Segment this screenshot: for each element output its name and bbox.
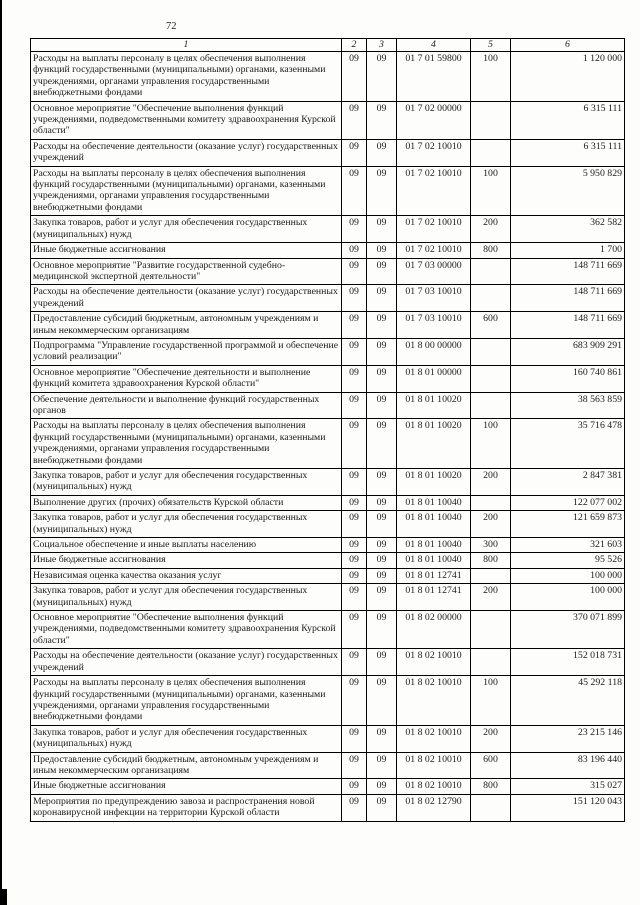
subsection-code: 09 <box>367 166 397 216</box>
target-article-code: 01 7 02 10010 <box>397 139 471 166</box>
subsection-code: 09 <box>367 752 397 779</box>
amount: 35 716 478 <box>511 419 625 469</box>
subsection-code: 09 <box>367 365 397 392</box>
table-row <box>31 101 625 139</box>
expense-type-code: 300 <box>471 538 511 553</box>
expense-type-code: 100 <box>471 419 511 469</box>
amount: 45 292 118 <box>511 676 625 726</box>
table-row <box>31 216 625 243</box>
table-row <box>31 676 625 726</box>
amount: 148 711 669 <box>511 312 625 339</box>
row-title: Закупка товаров, работ и услуг для обеспечения государственных (муниципальных) нужд <box>31 725 342 752</box>
expense-type-code <box>471 139 511 166</box>
budget-table <box>30 38 625 822</box>
scan-corner-artifact <box>0 889 7 905</box>
row-title: Независимая оценка качества оказания услуг <box>31 568 342 583</box>
table-row <box>31 794 625 821</box>
subsection-code: 09 <box>367 794 397 821</box>
column-header-6: 6 <box>511 39 625 52</box>
subsection-code: 09 <box>367 553 397 568</box>
section-code: 09 <box>342 511 367 538</box>
target-article-code: 01 8 01 10040 <box>397 553 471 568</box>
row-title: Иные бюджетные ассигнования <box>31 243 342 258</box>
section-code: 09 <box>342 553 367 568</box>
expense-type-code: 200 <box>471 511 511 538</box>
amount: 151 120 043 <box>511 794 625 821</box>
row-title: Расходы на обеспечение деятельности (оказание услуг) государственных учреждений <box>31 649 342 676</box>
subsection-code: 09 <box>367 392 397 419</box>
section-code: 09 <box>342 538 367 553</box>
subsection-code: 09 <box>367 285 397 312</box>
expense-type-code: 200 <box>471 216 511 243</box>
expense-type-code: 200 <box>471 725 511 752</box>
column-header-3: 3 <box>367 39 397 52</box>
subsection-code: 09 <box>367 725 397 752</box>
subsection-code: 09 <box>367 676 397 726</box>
section-code: 09 <box>342 676 367 726</box>
table-row <box>31 511 625 538</box>
table-row <box>31 258 625 285</box>
amount: 148 711 669 <box>511 285 625 312</box>
row-title: Иные бюджетные ассигнования <box>31 553 342 568</box>
target-article-code: 01 7 03 10010 <box>397 285 471 312</box>
amount: 38 563 859 <box>511 392 625 419</box>
subsection-code: 09 <box>367 216 397 243</box>
column-header-2: 2 <box>342 39 367 52</box>
section-code: 09 <box>342 469 367 496</box>
row-title: Расходы на выплаты персоналу в целях обеспечения выполнения функций государственными (муниципальными) органами, казенными учреждениями, органами управления государственными внебюджетными фондами <box>31 419 342 469</box>
table-row <box>31 139 625 166</box>
table-row <box>31 419 625 469</box>
table-row <box>31 611 625 649</box>
section-code: 09 <box>342 611 367 649</box>
amount: 152 018 731 <box>511 649 625 676</box>
amount: 148 711 669 <box>511 258 625 285</box>
section-code: 09 <box>342 568 367 583</box>
target-article-code: 01 8 01 10020 <box>397 392 471 419</box>
table-row <box>31 725 625 752</box>
row-title: Основное мероприятие "Обеспечение выполнения функций учреждениями, подведомственными комитету здравоохранения Курской области" <box>31 101 342 139</box>
target-article-code: 01 8 01 12741 <box>397 568 471 583</box>
target-article-code: 01 8 01 10020 <box>397 419 471 469</box>
row-title: Выполнение других (прочих) обязательств Курской области <box>31 495 342 510</box>
table-row <box>31 538 625 553</box>
target-article-code: 01 8 01 10040 <box>397 495 471 510</box>
expense-type-code <box>471 285 511 312</box>
section-code: 09 <box>342 166 367 216</box>
section-code: 09 <box>342 258 367 285</box>
target-article-code: 01 7 02 10010 <box>397 216 471 243</box>
subsection-code: 09 <box>367 139 397 166</box>
expense-type-code <box>471 101 511 139</box>
amount: 95 526 <box>511 553 625 568</box>
section-code: 09 <box>342 419 367 469</box>
target-article-code: 01 8 02 10010 <box>397 725 471 752</box>
section-code: 09 <box>342 312 367 339</box>
amount: 100 000 <box>511 584 625 611</box>
table-row <box>31 365 625 392</box>
amount: 362 582 <box>511 216 625 243</box>
target-article-code: 01 8 02 10010 <box>397 676 471 726</box>
section-code: 09 <box>342 52 367 102</box>
row-title: Расходы на выплаты персоналу в целях обеспечения выполнения функций государственными (муниципальными) органами, казенными учреждениями, органами управления государственными внебюджетными фондами <box>31 166 342 216</box>
row-title: Предоставление субсидий бюджетным, автономным учреждениям и иным некоммерческим организациям <box>31 312 342 339</box>
expense-type-code <box>471 568 511 583</box>
row-title: Расходы на обеспечение деятельности (оказание услуг) государственных учреждений <box>31 285 342 312</box>
amount: 121 659 873 <box>511 511 625 538</box>
section-code: 09 <box>342 495 367 510</box>
table-header-row <box>31 39 625 52</box>
target-article-code: 01 7 02 10010 <box>397 166 471 216</box>
amount: 5 950 829 <box>511 166 625 216</box>
table-row <box>31 392 625 419</box>
row-title: Иные бюджетные ассигнования <box>31 779 342 794</box>
target-article-code: 01 7 03 10010 <box>397 312 471 339</box>
subsection-code: 09 <box>367 101 397 139</box>
amount: 1 700 <box>511 243 625 258</box>
subsection-code: 09 <box>367 338 397 365</box>
table-row <box>31 469 625 496</box>
section-code: 09 <box>342 649 367 676</box>
table-row <box>31 338 625 365</box>
amount: 122 077 002 <box>511 495 625 510</box>
expense-type-code: 800 <box>471 553 511 568</box>
expense-type-code: 200 <box>471 469 511 496</box>
expense-type-code: 100 <box>471 52 511 102</box>
subsection-code: 09 <box>367 511 397 538</box>
target-article-code: 01 7 02 00000 <box>397 101 471 139</box>
section-code: 09 <box>342 779 367 794</box>
subsection-code: 09 <box>367 258 397 285</box>
expense-type-code <box>471 365 511 392</box>
amount: 160 740 861 <box>511 365 625 392</box>
subsection-code: 09 <box>367 611 397 649</box>
table-row <box>31 649 625 676</box>
target-article-code: 01 7 02 10010 <box>397 243 471 258</box>
target-article-code: 01 7 03 00000 <box>397 258 471 285</box>
amount: 6 315 111 <box>511 139 625 166</box>
amount: 370 071 899 <box>511 611 625 649</box>
row-title: Основное мероприятие "Обеспечение выполнения функций учреждениями, подведомственными комитету здравоохранения Курской области" <box>31 611 342 649</box>
table-row <box>31 52 625 102</box>
target-article-code: 01 8 02 10010 <box>397 649 471 676</box>
table-row <box>31 285 625 312</box>
expense-type-code: 200 <box>471 584 511 611</box>
target-article-code: 01 8 00 00000 <box>397 338 471 365</box>
target-article-code: 01 8 01 12741 <box>397 584 471 611</box>
row-title: Закупка товаров, работ и услуг для обеспечения государственных (муниципальных) нужд <box>31 511 342 538</box>
table-row <box>31 495 625 510</box>
subsection-code: 09 <box>367 469 397 496</box>
subsection-code: 09 <box>367 584 397 611</box>
expense-type-code: 600 <box>471 752 511 779</box>
amount: 83 196 440 <box>511 752 625 779</box>
amount: 321 603 <box>511 538 625 553</box>
section-code: 09 <box>342 216 367 243</box>
subsection-code: 09 <box>367 779 397 794</box>
expense-type-code: 800 <box>471 243 511 258</box>
expense-type-code: 600 <box>471 312 511 339</box>
section-code: 09 <box>342 243 367 258</box>
amount: 2 847 381 <box>511 469 625 496</box>
section-code: 09 <box>342 139 367 166</box>
row-title: Предоставление субсидий бюджетным, автономным учреждениям и иным некоммерческим организациям <box>31 752 342 779</box>
row-title: Основное мероприятие "Обеспечение деятельности и выполнение функций комитета здравоохранения Курской области" <box>31 365 342 392</box>
subsection-code: 09 <box>367 538 397 553</box>
expense-type-code: 100 <box>471 166 511 216</box>
table-row <box>31 568 625 583</box>
section-code: 09 <box>342 725 367 752</box>
target-article-code: 01 8 01 10040 <box>397 538 471 553</box>
row-title: Закупка товаров, работ и услуг для обеспечения государственных (муниципальных) нужд <box>31 584 342 611</box>
section-code: 09 <box>342 338 367 365</box>
section-code: 09 <box>342 794 367 821</box>
expense-type-code <box>471 392 511 419</box>
table-row <box>31 584 625 611</box>
target-article-code: 01 8 01 00000 <box>397 365 471 392</box>
target-article-code: 01 8 02 00000 <box>397 611 471 649</box>
expense-type-code <box>471 649 511 676</box>
section-code: 09 <box>342 285 367 312</box>
subsection-code: 09 <box>367 312 397 339</box>
expense-type-code <box>471 258 511 285</box>
expense-type-code <box>471 794 511 821</box>
row-title: Мероприятия по предупреждению завоза и распространения новой коронавирусной инфекции на территории Курской области <box>31 794 342 821</box>
section-code: 09 <box>342 101 367 139</box>
row-title: Закупка товаров, работ и услуг для обеспечения государственных (муниципальных) нужд <box>31 469 342 496</box>
amount: 6 315 111 <box>511 101 625 139</box>
row-title: Закупка товаров, работ и услуг для обеспечения государственных (муниципальных) нужд <box>31 216 342 243</box>
row-title: Подпрограмма "Управление государственной программой и обеспечение условий реализации" <box>31 338 342 365</box>
expense-type-code <box>471 495 511 510</box>
column-header-1: 1 <box>31 39 342 52</box>
subsection-code: 09 <box>367 649 397 676</box>
section-code: 09 <box>342 365 367 392</box>
amount: 23 215 146 <box>511 725 625 752</box>
column-header-5: 5 <box>471 39 511 52</box>
row-title: Обеспечение деятельности и выполнение функций государственных органов <box>31 392 342 419</box>
expense-type-code <box>471 611 511 649</box>
table-row <box>31 243 625 258</box>
target-article-code: 01 8 01 10040 <box>397 511 471 538</box>
target-article-code: 01 8 01 10020 <box>397 469 471 496</box>
amount: 1 120 000 <box>511 52 625 102</box>
target-article-code: 01 8 02 12790 <box>397 794 471 821</box>
table-row <box>31 312 625 339</box>
page-number: 72 <box>166 21 177 32</box>
expense-type-code <box>471 338 511 365</box>
amount: 683 909 291 <box>511 338 625 365</box>
subsection-code: 09 <box>367 419 397 469</box>
section-code: 09 <box>342 752 367 779</box>
table-row <box>31 779 625 794</box>
row-title: Основное мероприятие "Развитие государственной судебно-медицинской экспертной деятельности" <box>31 258 342 285</box>
row-title: Социальное обеспечение и иные выплаты населению <box>31 538 342 553</box>
column-header-4: 4 <box>397 39 471 52</box>
section-code: 09 <box>342 584 367 611</box>
subsection-code: 09 <box>367 495 397 510</box>
row-title: Расходы на обеспечение деятельности (оказание услуг) государственных учреждений <box>31 139 342 166</box>
subsection-code: 09 <box>367 568 397 583</box>
row-title: Расходы на выплаты персоналу в целях обеспечения выполнения функций государственными (муниципальными) органами, казенными учреждениями, органами управления государственными внебюджетными фондами <box>31 676 342 726</box>
target-article-code: 01 8 02 10010 <box>397 779 471 794</box>
table-row <box>31 553 625 568</box>
row-title: Расходы на выплаты персоналу в целях обеспечения выполнения функций государственными (муниципальными) органами, казенными учреждениями, органами управления государственными внебюджетными фондами <box>31 52 342 102</box>
table-row <box>31 752 625 779</box>
amount: 100 000 <box>511 568 625 583</box>
target-article-code: 01 8 02 10010 <box>397 752 471 779</box>
target-article-code: 01 7 01 59800 <box>397 52 471 102</box>
amount: 315 027 <box>511 779 625 794</box>
scan-edge-artifact <box>0 0 2 905</box>
subsection-code: 09 <box>367 243 397 258</box>
table-row <box>31 166 625 216</box>
section-code: 09 <box>342 392 367 419</box>
expense-type-code: 100 <box>471 676 511 726</box>
subsection-code: 09 <box>367 52 397 102</box>
table-body <box>31 52 625 822</box>
expense-type-code: 800 <box>471 779 511 794</box>
